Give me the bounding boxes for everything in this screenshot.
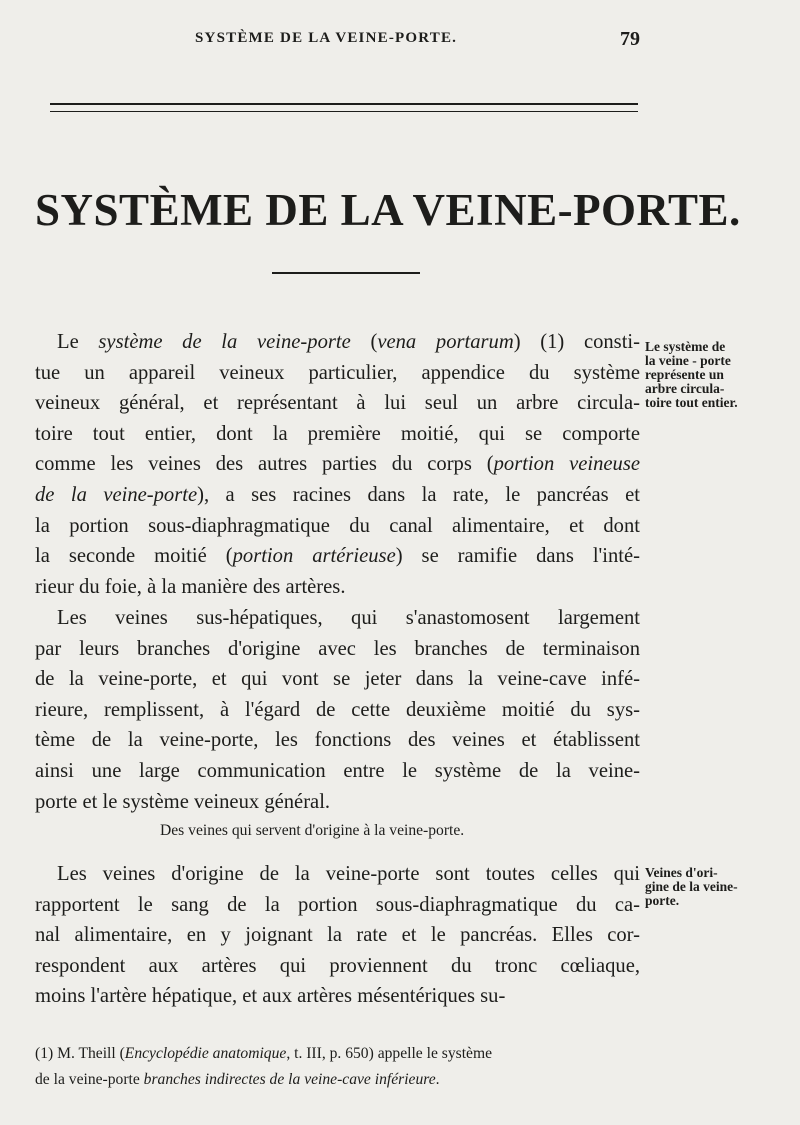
margin-note-line: porte.	[645, 893, 680, 908]
text-line: de la veine-porte), a ses racines dans la rate, le pancréas et	[35, 483, 640, 506]
text-line: tue un appareil veineux particulier, appendice du système	[35, 361, 640, 384]
text-line: respondent aux artères qui proviennent du tronc cœliaque,	[35, 954, 640, 977]
margin-note-line: toire tout entier.	[645, 395, 738, 410]
text-line: de la veine-porte branches indirectes de la veine-cave inférieure.	[35, 1071, 440, 1088]
margin-note-line: Le système de	[645, 339, 726, 354]
italic-text: vena portarum	[377, 331, 514, 353]
margin-note-line: la veine - porte	[645, 353, 731, 368]
header-rule-thin	[50, 111, 638, 112]
running-head: SYSTÈME DE LA VEINE-PORTE.	[195, 30, 458, 46]
header-rule-thick	[50, 103, 638, 105]
text-line: porte et le système veineux général.	[35, 790, 331, 813]
margin-note-line: représente un	[645, 367, 724, 382]
text-line: rieur du foie, à la manière des artères.	[35, 575, 346, 598]
margin-note-line: gine de la veine-	[645, 879, 738, 894]
section-heading: Des veines qui servent d'origine à la veine-porte.	[160, 822, 465, 839]
text-line: Les veines sus-hépatiques, qui s'anastomosent largement	[57, 607, 640, 629]
text-line: (1) M. Theill (Encyclopédie anatomique, t. III, p. 650) appelle le système	[35, 1045, 493, 1062]
footnote	[35, 1041, 640, 1093]
text-line: nal alimentaire, en y joignant la rate et le pancréas. Elles cor-	[35, 924, 640, 947]
chapter-title: SYSTÈME DE LA VEINE-PORTE.	[35, 185, 741, 235]
text-line: Le système de la veine-porte (vena portarum) (1) consti-	[57, 331, 641, 353]
page-number: 79	[620, 28, 640, 50]
text-line: rapportent le sang de la portion sous-diaphragmatique du ca-	[35, 893, 640, 916]
text-line: toire tout entier, dont la première moitié, qui se comporte	[35, 422, 640, 445]
text-line: comme les veines des autres parties du corps (portion veineuse	[35, 453, 640, 476]
paragraph-2	[35, 603, 640, 817]
italic-text: Encyclopédie anatomique	[124, 1045, 287, 1062]
paragraph-1	[35, 327, 640, 602]
margin-note-line: arbre circula-	[645, 381, 725, 396]
text-line: de la veine-porte, et qui vont se jeter dans la veine-cave infé-	[35, 668, 640, 691]
margin-note-line: Veines d'ori-	[645, 865, 718, 880]
text-line: rieure, remplissent, à l'égard de cette deuxième moitié du sys-	[35, 698, 640, 721]
text-line: par leurs branches d'origine avec les branches de terminaison	[35, 637, 640, 660]
text-line: moins l'artère hépatique, et aux artères mésentériques su-	[35, 985, 506, 1008]
title-rule	[272, 272, 420, 274]
paragraph-3	[35, 859, 640, 1012]
italic-text: système de la veine-porte	[98, 331, 351, 353]
text-line: ainsi une large communication entre le système de la veine-	[35, 759, 640, 782]
text-line: tème de la veine-porte, les fonctions des veines et établissent	[35, 729, 640, 752]
text-line: Les veines d'origine de la veine-porte sont toutes celles qui	[57, 863, 640, 885]
text-line: la seconde moitié (portion artérieuse) se ramifie dans l'inté-	[35, 545, 640, 568]
italic-text: portion artérieuse	[232, 545, 396, 568]
margin-note-2	[645, 866, 765, 908]
italic-text: branches indirectes de la veine-cave inférieure	[143, 1071, 436, 1088]
text-line: veineux général, et représentant à lui seul un arbre circula-	[35, 392, 640, 415]
italic-text: portion veineuse	[493, 453, 640, 476]
italic-text: de la veine-porte	[35, 483, 198, 506]
text-line: la portion sous-diaphragmatique du canal alimentaire, et dont	[35, 514, 640, 537]
margin-note-1	[645, 340, 765, 410]
